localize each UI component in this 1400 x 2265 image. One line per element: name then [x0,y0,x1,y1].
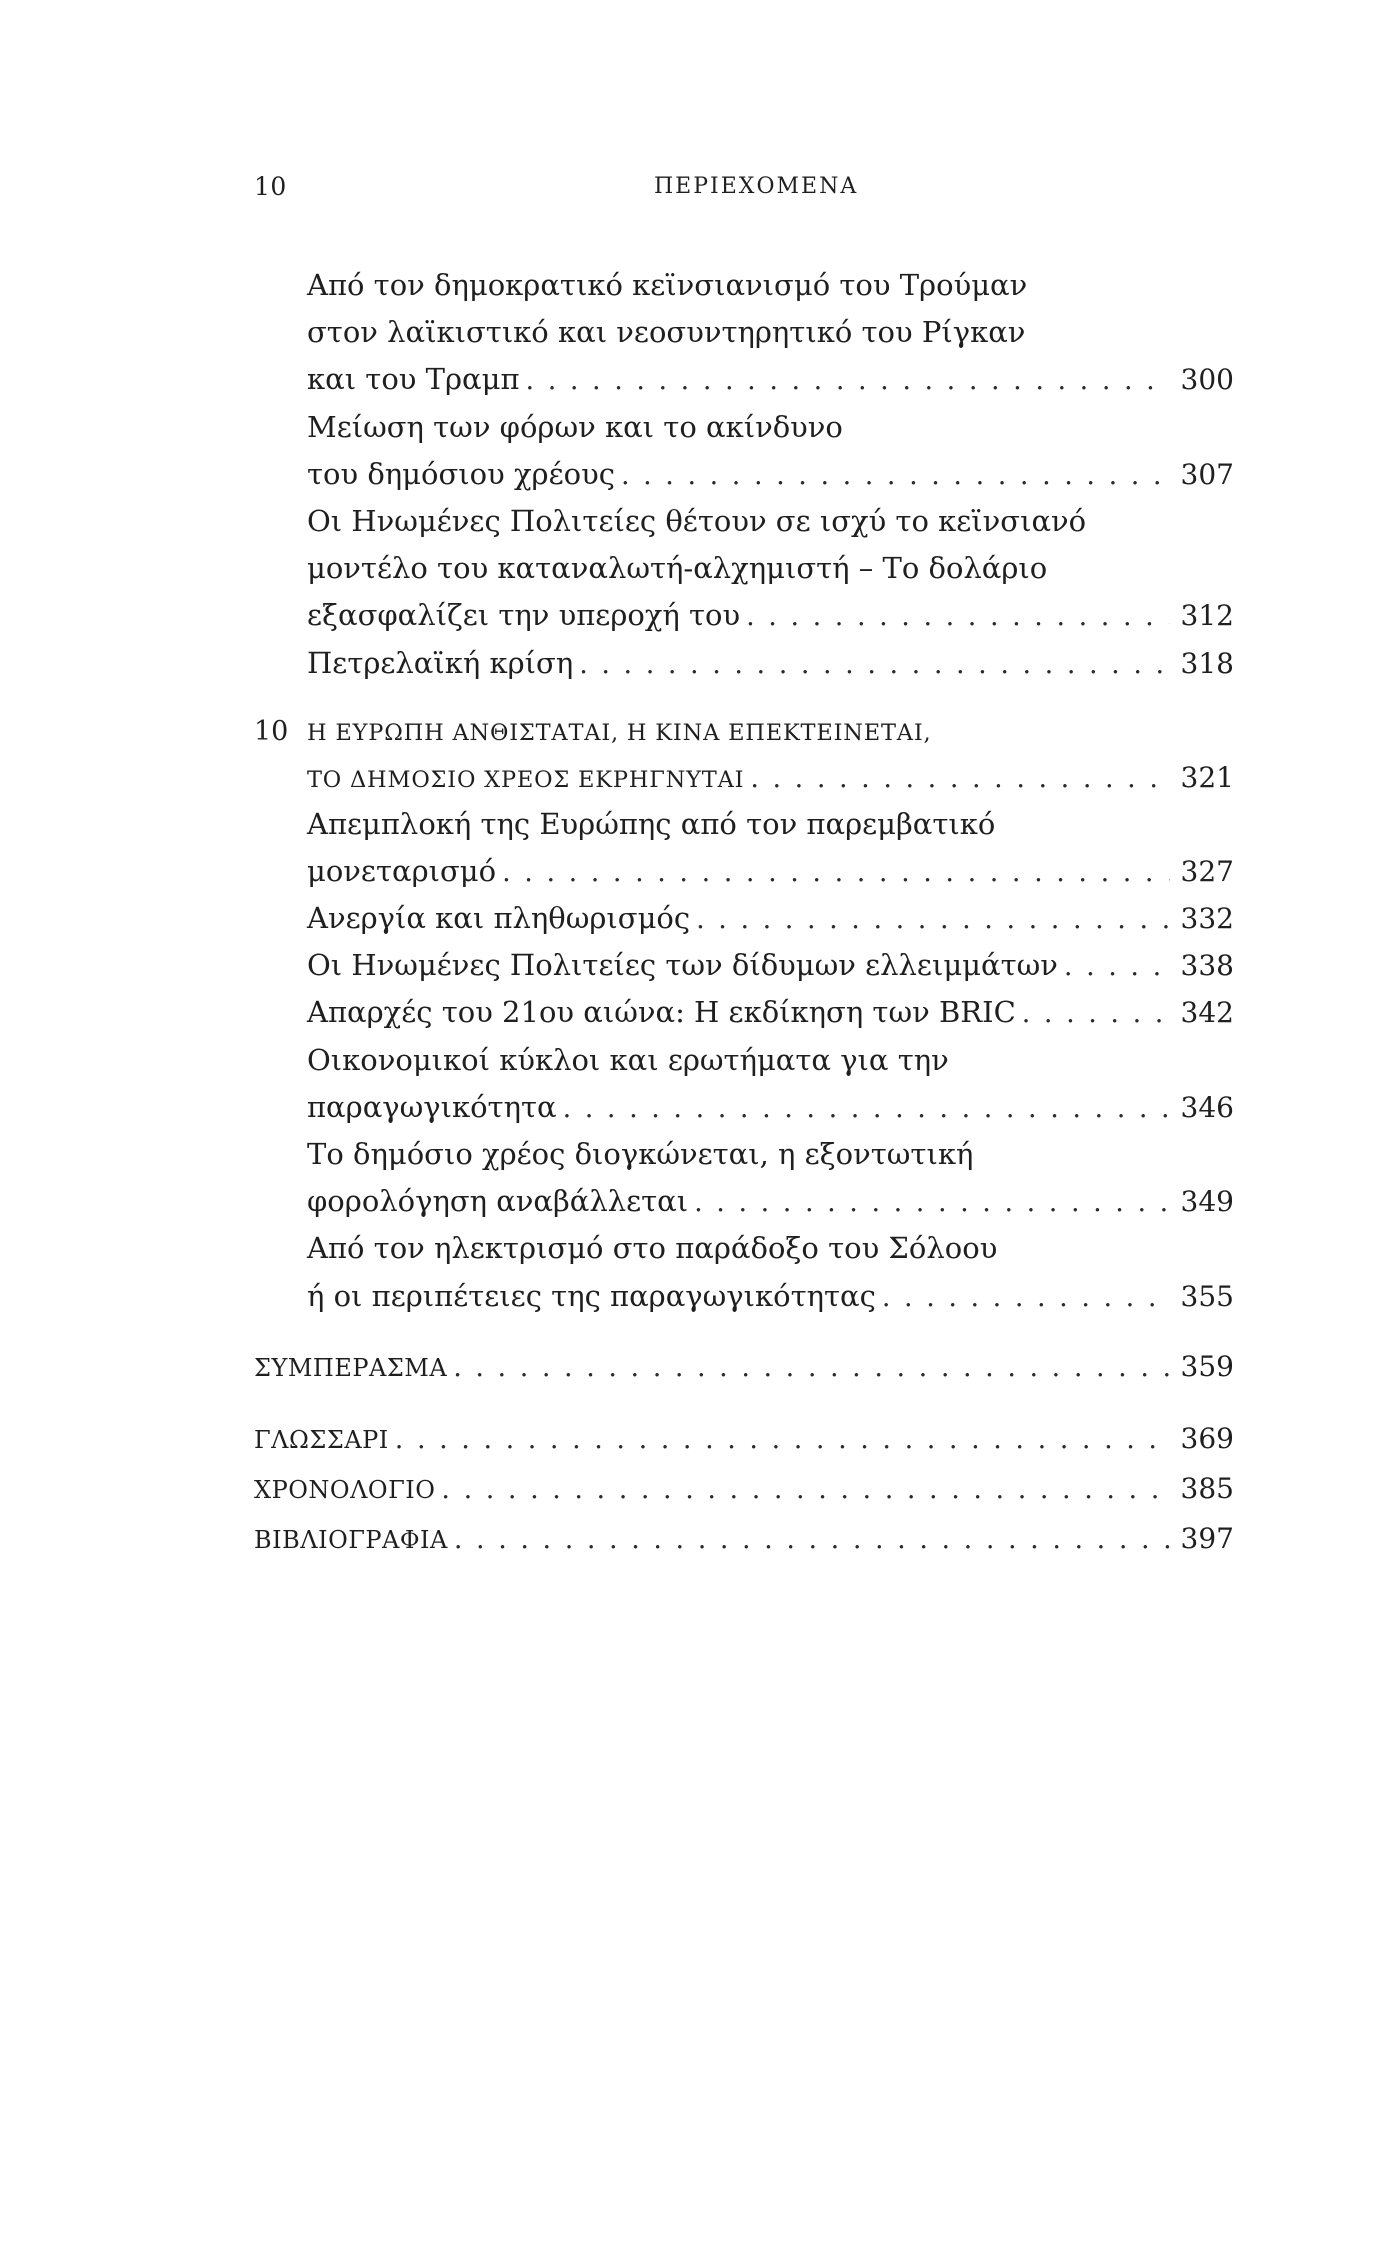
chapter-heading-line [254,755,1234,801]
toc-entry-line [254,1225,1234,1272]
toc-section-chronology [254,1464,1234,1514]
toc-entry-line [254,545,1234,592]
toc-entry-text: μονεταρισμό [307,853,497,888]
toc-entry-line [254,356,1234,403]
page-number: 10 [254,172,287,201]
toc-section-label: ΒΙΒΛΙΟΓΡΑΦΙΑ [254,1525,448,1554]
toc-section-label: ΣΥΜΠΕΡΑΣΜΑ [254,1353,448,1382]
dot-leader [690,896,1170,943]
toc-page-number: 359 [1180,1349,1234,1383]
toc-entry-text: ή οι περιπέτειες της παραγωγικότητας [307,1278,876,1313]
toc-page-number: 318 [1180,646,1234,680]
toc-page-number: 327 [1180,854,1234,888]
toc-entry-text: του δημόσιου χρέους [307,456,615,491]
chapter-title: Η ΕΥΡΩΠΗ ΑΝΘΙΣΤΑΤΑΙ, Η ΚΙΝΑ ΕΠΕΚΤΕΙΝΕΤΑΙ, [307,719,932,746]
toc-entry-text: Πετρελαϊκή κρίση [307,645,574,680]
table-of-contents [254,262,1234,1564]
toc-section-bibliography [254,1514,1234,1564]
toc-entry-text: εξασφαλίζει την υπεροχή του [307,598,741,633]
toc-page-number: 332 [1180,902,1234,936]
toc-entry-line [254,848,1234,895]
dot-leader [435,1465,1170,1515]
toc-entry-line [254,1178,1234,1225]
toc-page-number: 397 [1180,1521,1234,1555]
dot-leader [740,593,1170,640]
toc-entry-line [254,1131,1234,1178]
toc-page-number: 342 [1180,996,1234,1030]
toc-entry-text: και του Τραμπ [307,362,520,397]
toc-section-label: ΧΡΟΝΟΛΟΓΙΟ [254,1475,436,1504]
toc-entry-line [254,498,1234,545]
dot-leader [447,1343,1170,1393]
dot-leader [744,756,1170,802]
toc-page-number: 385 [1180,1471,1234,1505]
toc-page-number: 307 [1180,457,1234,491]
toc-entry-line [254,262,1234,309]
toc-entry-text: Οι Ηνωμένες Πολιτείες των δίδυμων ελλειμμάτων [307,948,1058,983]
dot-leader [520,357,1170,404]
toc-section-conclusion [254,1342,1234,1392]
running-head-title: ΠΕΡΙΕΧΟΜΕΝΑ [654,174,859,199]
toc-entry-line [254,309,1234,356]
dot-leader [557,1085,1170,1132]
toc-entry-line [254,801,1234,848]
dot-leader [496,849,1170,896]
toc-page-number: 338 [1180,949,1234,983]
dot-leader [389,1415,1170,1465]
toc-page-number: 349 [1180,1185,1234,1219]
toc-entry-line [254,592,1234,639]
toc-entry-text: Οι Ηνωμένες Πολιτείες θέτουν σε ισχύ το κεϊνσιανό [307,503,1087,538]
toc-page-number: 300 [1180,363,1234,397]
dot-leader [1058,943,1170,990]
dot-leader [615,452,1170,499]
toc-entry-line [254,1084,1234,1131]
toc-entry-line [254,1037,1234,1084]
toc-page-number: 321 [1180,760,1234,794]
toc-entry-text: Απεμπλοκή της Ευρώπης από τον παρεμβατικό [307,806,996,841]
toc-entry-text: στον λαϊκιστικό και νεοσυντηρητικό του Ρίγκαν [307,315,1026,350]
dot-leader [688,1179,1170,1226]
toc-entry-line [254,942,1234,989]
toc-page-number: 369 [1180,1421,1234,1455]
toc-entry-line [254,451,1234,498]
toc-page-number: 355 [1180,1279,1234,1313]
running-head [254,172,1234,212]
toc-entry-text: φορολόγηση αναβάλλεται [307,1184,689,1219]
toc-entry-text: Οικονομικοί κύκλοι και ερωτήματα για την [307,1042,949,1077]
toc-entry-text: Ανεργία και πληθωρισμός [307,901,691,936]
toc-entry-line [254,404,1234,451]
chapter-title: ΤΟ ΔΗΜΟΣΙΟ ΧΡΕΟΣ ΕΚΡΗΓΝΥΤΑΙ [307,766,745,793]
toc-entry-text: Απαρχές του 21ου αιώνα: Η εκδίκηση των BRIC [307,995,1016,1030]
toc-entry-text: Το δημόσιο χρέος διογκώνεται, η εξοντωτική [307,1137,974,1171]
dot-leader [573,641,1170,688]
chapter-heading-line [254,709,1234,755]
toc-page-number: 312 [1180,599,1234,633]
toc-entry-line [254,895,1234,942]
toc-entry-line [254,1273,1234,1320]
toc-page-number: 346 [1180,1090,1234,1124]
toc-entry-text: μοντέλο του καταναλωτή-αλχημιστή – Το δολάριο [307,551,1048,586]
dot-leader [448,1515,1170,1565]
toc-section-label: ΓΛΩΣΣΑΡΙ [254,1425,389,1454]
toc-section-glossary [254,1414,1234,1464]
toc-entry-text: Από τον δημοκρατικό κεϊνσιανισμό του Τρούμαν [307,268,1028,302]
toc-entry-text: παραγωγικότητα [307,1089,557,1124]
toc-entry-text: Μείωση των φόρων και το ακίνδυνο [307,409,843,444]
dot-leader [876,1274,1170,1321]
chapter-number: 10 [254,715,289,747]
toc-entry-line [254,640,1234,687]
dot-leader [1016,990,1170,1037]
toc-entry-text: Από τον ηλεκτρισμό στο παράδοξο του Σόλοου [307,1231,998,1266]
toc-entry-line [254,989,1234,1036]
